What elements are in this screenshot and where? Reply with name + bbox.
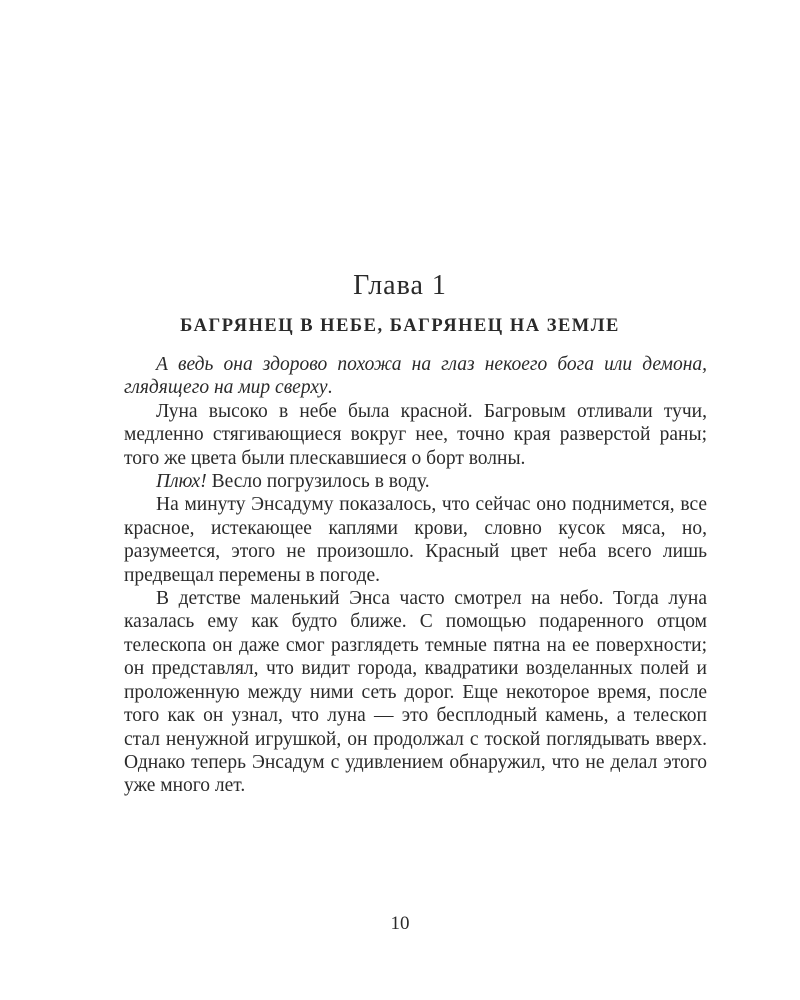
paragraph-plyukh <box>124 470 707 493</box>
paragraph-epigraph <box>124 353 707 400</box>
paragraph: В детстве маленький Энса часто смотрел на небо. Тогда луна казалась ему как будто ближе. С помощью подаренного отцом телескопа он даже смог разглядеть темные пятна на ее поверхности; он представлял, что видит города, квадратики возделанных полей и проложенную между ними сеть дорог. Еще некоторое время, после того как он узнал, что луна — это бесплодный камень, а телескоп стал ненужной игрушкой, он продолжал с тоской поглядывать вверх. Однако теперь Энсадум с удивлением обнаружил, что не делал этого уже много лет. <box>124 588 707 797</box>
body-text <box>124 353 707 798</box>
epigraph-italic: А ведь она здорово похожа на глаз некоего бога или демона, глядящего на мир сверху <box>124 354 707 399</box>
chapter-subtitle: БАГРЯНЕЦ В НЕБЕ, БАГРЯНЕЦ НА ЗЕМЛЕ <box>180 316 620 336</box>
chapter-title: Глава 1 <box>353 270 447 301</box>
sound-word-italic: Плюх! <box>156 471 207 493</box>
paragraph: На минуту Энсадуму показалось, что сейчас оно поднимется, все красное, истекающее каплями крови, словно кусок мяса, но, разумеется, этого не произошло. Красный цвет неба всего лишь предвещал перемены в погоде. <box>124 494 707 586</box>
page-number: 10 <box>390 913 410 934</box>
epigraph-punctuation: . <box>327 377 333 399</box>
paragraph-rest: Весло погрузилось в воду. <box>206 471 430 493</box>
paragraph: Луна высоко в небе была красной. Багровым отливали тучи, медленно стягивающиеся вокруг нее, точно края разверстой раны; того же цвета были плескавшиеся о борт волны. <box>124 400 707 469</box>
